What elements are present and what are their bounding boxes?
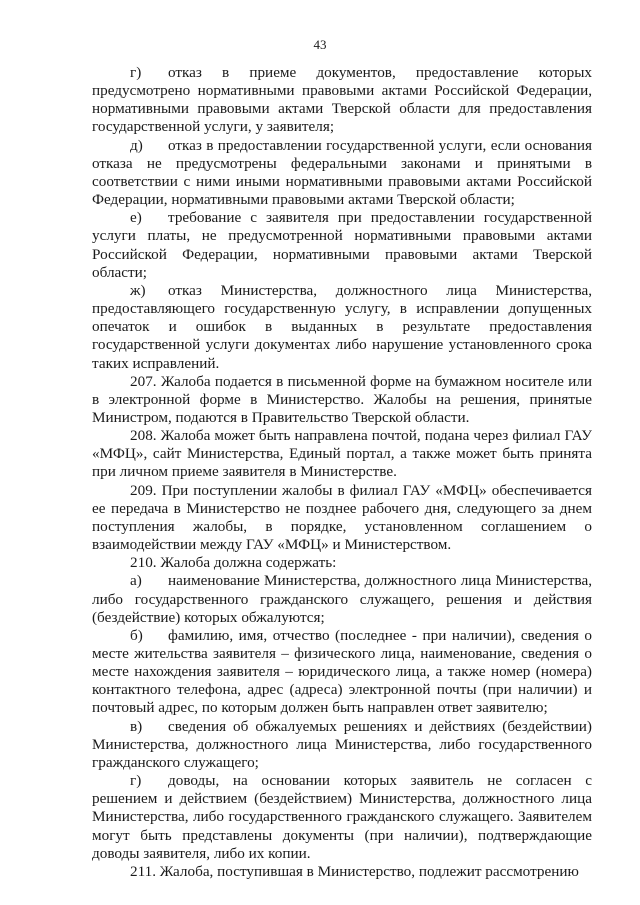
list-item-text: требование с заявителя при предоставлении государственной услуги платы, не предусмотренной нормативными правовыми актами Российской Федерации, нормативными правовыми актами Тверской области;	[92, 209, 592, 281]
list-marker: г)	[130, 64, 142, 81]
list-item-text: наименование Министерства, должностного лица Министерства, либо государственного гражданского служащего, решения и действия (бездействие) которых обжалуются;	[92, 572, 592, 626]
list-item-e	[92, 209, 592, 282]
list-marker: а)	[130, 572, 142, 590]
list-item-zh	[92, 282, 592, 373]
list-item-text: отказ в предоставлении государственной услуги, если основания отказа не предусмотрены федеральными законами и принятыми в соответствии с ними иными нормативными правовыми актами Российской Федерации, нормативными правовыми актами Тверской области;	[92, 136, 592, 209]
list-marker: д)	[130, 136, 143, 154]
list-item-g	[92, 64, 592, 137]
list-marker: е)	[130, 209, 142, 227]
list-item-text: отказ Министерства, должностного лица Министерства, предоставляющего государственную услугу, в исправлении допущенных опечаток и ошибок в выданных в результате предоставления государственной услуги документах либо нарушение установленного срока таких исправлений.	[92, 281, 592, 372]
list-marker: в)	[130, 717, 143, 735]
list-item-b	[92, 627, 592, 718]
paragraph-207: 207. Жалоба подается в письменной форме на бумажном носителе или в электронной форме в Министерство. Жалобы на решения, принятые Министром, подаются в Правительство Тверской области.	[92, 372, 592, 426]
paragraph-209: 209. При поступлении жалобы в филиал ГАУ «МФЦ» обеспечивается ее передача в Министерство не позднее рабочего дня, следующего за днем поступления жалобы, в порядке, установленном соглашением о взаимодействии между ГАУ «МФЦ» и Министерством.	[92, 481, 592, 554]
list-item-v	[92, 718, 592, 772]
list-marker: б)	[130, 626, 143, 644]
list-marker: ж)	[130, 281, 146, 299]
paragraph-210: 210. Жалоба должна содержать:	[130, 554, 337, 572]
paragraph-211: 211. Жалоба, поступившая в Министерство, подлежит рассмотрению	[130, 862, 579, 880]
page-number: 43	[313, 37, 327, 52]
list-item-text: отказ в приеме документов, предоставление которых предусмотрено нормативными правовыми актами Российской Федерации, нормативными правовыми актами Тверской области для предоставления государственной услуги, у заявителя;	[92, 64, 592, 136]
paragraph-208: 208. Жалоба может быть направлена почтой, подана через филиал ГАУ «МФЦ», сайт Министерства, Единый портал, а также может быть принята при личном приеме заявителя в Министерстве.	[92, 427, 592, 481]
list-item-text: фамилию, имя, отчество (последнее - при наличии), сведения о месте жительства заявителя – физического лица, наименование, сведения о месте нахождения заявителя – юридического лица, а также номер (номера) контактного телефона, адрес (адреса) электронной почты (при наличии) и почтовый адрес, по которым должен быть направлен ответ заявителю;	[92, 626, 592, 717]
list-item-a	[92, 572, 592, 626]
list-item-text: доводы, на основании которых заявитель не согласен с решением и действием (бездействием) Министерства, должностного лица Министерства, либо государственного гражданского служащего. Заявителем могут быть представлены документы (при наличии), подтверждающие доводы заявителя, либо их копии.	[92, 772, 592, 862]
list-marker: г)	[130, 772, 142, 790]
list-item-d	[92, 137, 592, 210]
document-body	[92, 64, 592, 881]
list-item-text: сведения об обжалуемых решениях и действиях (бездействии) Министерства, должностного лица Министерства, либо государственного гражданского служащего;	[92, 717, 592, 771]
list-item-g2	[92, 772, 592, 863]
